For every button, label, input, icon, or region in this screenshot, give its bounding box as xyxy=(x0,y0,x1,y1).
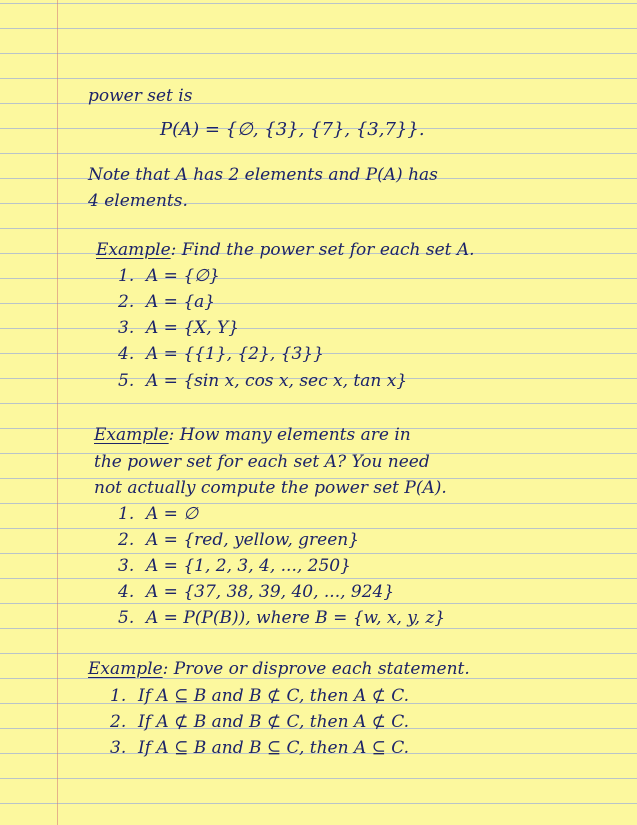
intro-note-line-2: 4 elements. xyxy=(88,191,188,211)
example-3-item xyxy=(110,712,409,732)
intro-line-1: power set is xyxy=(88,86,193,106)
example-1-item xyxy=(118,318,239,338)
example-2-prompt: : How many elements are in xyxy=(168,425,411,445)
item-number: 2. xyxy=(110,712,127,732)
item-number: 3. xyxy=(118,318,135,338)
item-number: 3. xyxy=(118,556,135,576)
item-text: If A ⊆ B and B ⊄ C, then A ⊄ C. xyxy=(138,686,410,706)
item-text: A = ∅ xyxy=(146,504,199,524)
example-2-item xyxy=(118,556,351,576)
item-text: A = {sin x, cos x, sec x, tan x} xyxy=(146,371,408,391)
item-text: A = {red, yellow, green} xyxy=(146,530,360,550)
example-1-heading xyxy=(96,240,475,260)
item-text: A = {37, 38, 39, 40, ..., 924} xyxy=(146,582,395,602)
item-number: 1. xyxy=(118,504,135,524)
example-3-label: Example xyxy=(88,659,163,679)
power-set-formula: P(A) = {∅, {3}, {7}, {3,7}}. xyxy=(160,119,425,140)
example-1-item xyxy=(118,266,220,286)
item-text: A = P(P(B)), where B = {w, x, y, z} xyxy=(146,608,446,628)
example-2-prompt-line-2: the power set for each set A? You need xyxy=(94,452,430,472)
item-number: 4. xyxy=(118,344,135,364)
example-3-prompt: : Prove or disprove each statement. xyxy=(162,659,470,679)
item-text: A = {1, 2, 3, 4, ..., 250} xyxy=(146,556,351,576)
item-number: 2. xyxy=(118,292,135,312)
item-number: 1. xyxy=(118,266,135,286)
item-number: 3. xyxy=(110,738,127,758)
item-text: A = {∅} xyxy=(146,266,220,286)
example-3-heading xyxy=(88,659,470,679)
example-1-item xyxy=(118,371,407,391)
example-2-item xyxy=(118,582,394,602)
example-2-item xyxy=(118,530,359,550)
example-2-heading xyxy=(94,425,411,445)
example-1-label: Example xyxy=(96,240,171,260)
item-number: 2. xyxy=(118,530,135,550)
intro-note-line: Note that A has 2 elements and P(A) has xyxy=(88,165,438,185)
example-2-label: Example xyxy=(94,425,169,445)
item-text: A = {a} xyxy=(146,292,216,312)
item-text: A = {X, Y} xyxy=(146,318,240,338)
example-1-item xyxy=(118,344,324,364)
item-text: If A ⊄ B and B ⊄ C, then A ⊄ C. xyxy=(138,712,410,732)
example-2-item xyxy=(118,608,445,628)
example-3-item xyxy=(110,686,409,706)
example-3-item xyxy=(110,738,409,758)
item-number: 1. xyxy=(110,686,127,706)
item-number: 4. xyxy=(118,582,135,602)
item-number: 5. xyxy=(118,371,135,391)
item-text: If A ⊆ B and B ⊆ C, then A ⊆ C. xyxy=(138,738,410,758)
example-2-prompt-line-3: not actually compute the power set P(A). xyxy=(94,478,447,498)
example-1-item xyxy=(118,292,215,312)
item-text: A = {{1}, {2}, {3}} xyxy=(146,344,324,364)
item-number: 5. xyxy=(118,608,135,628)
example-2-item xyxy=(118,504,198,524)
example-1-prompt: : Find the power set for each set A. xyxy=(170,240,475,260)
